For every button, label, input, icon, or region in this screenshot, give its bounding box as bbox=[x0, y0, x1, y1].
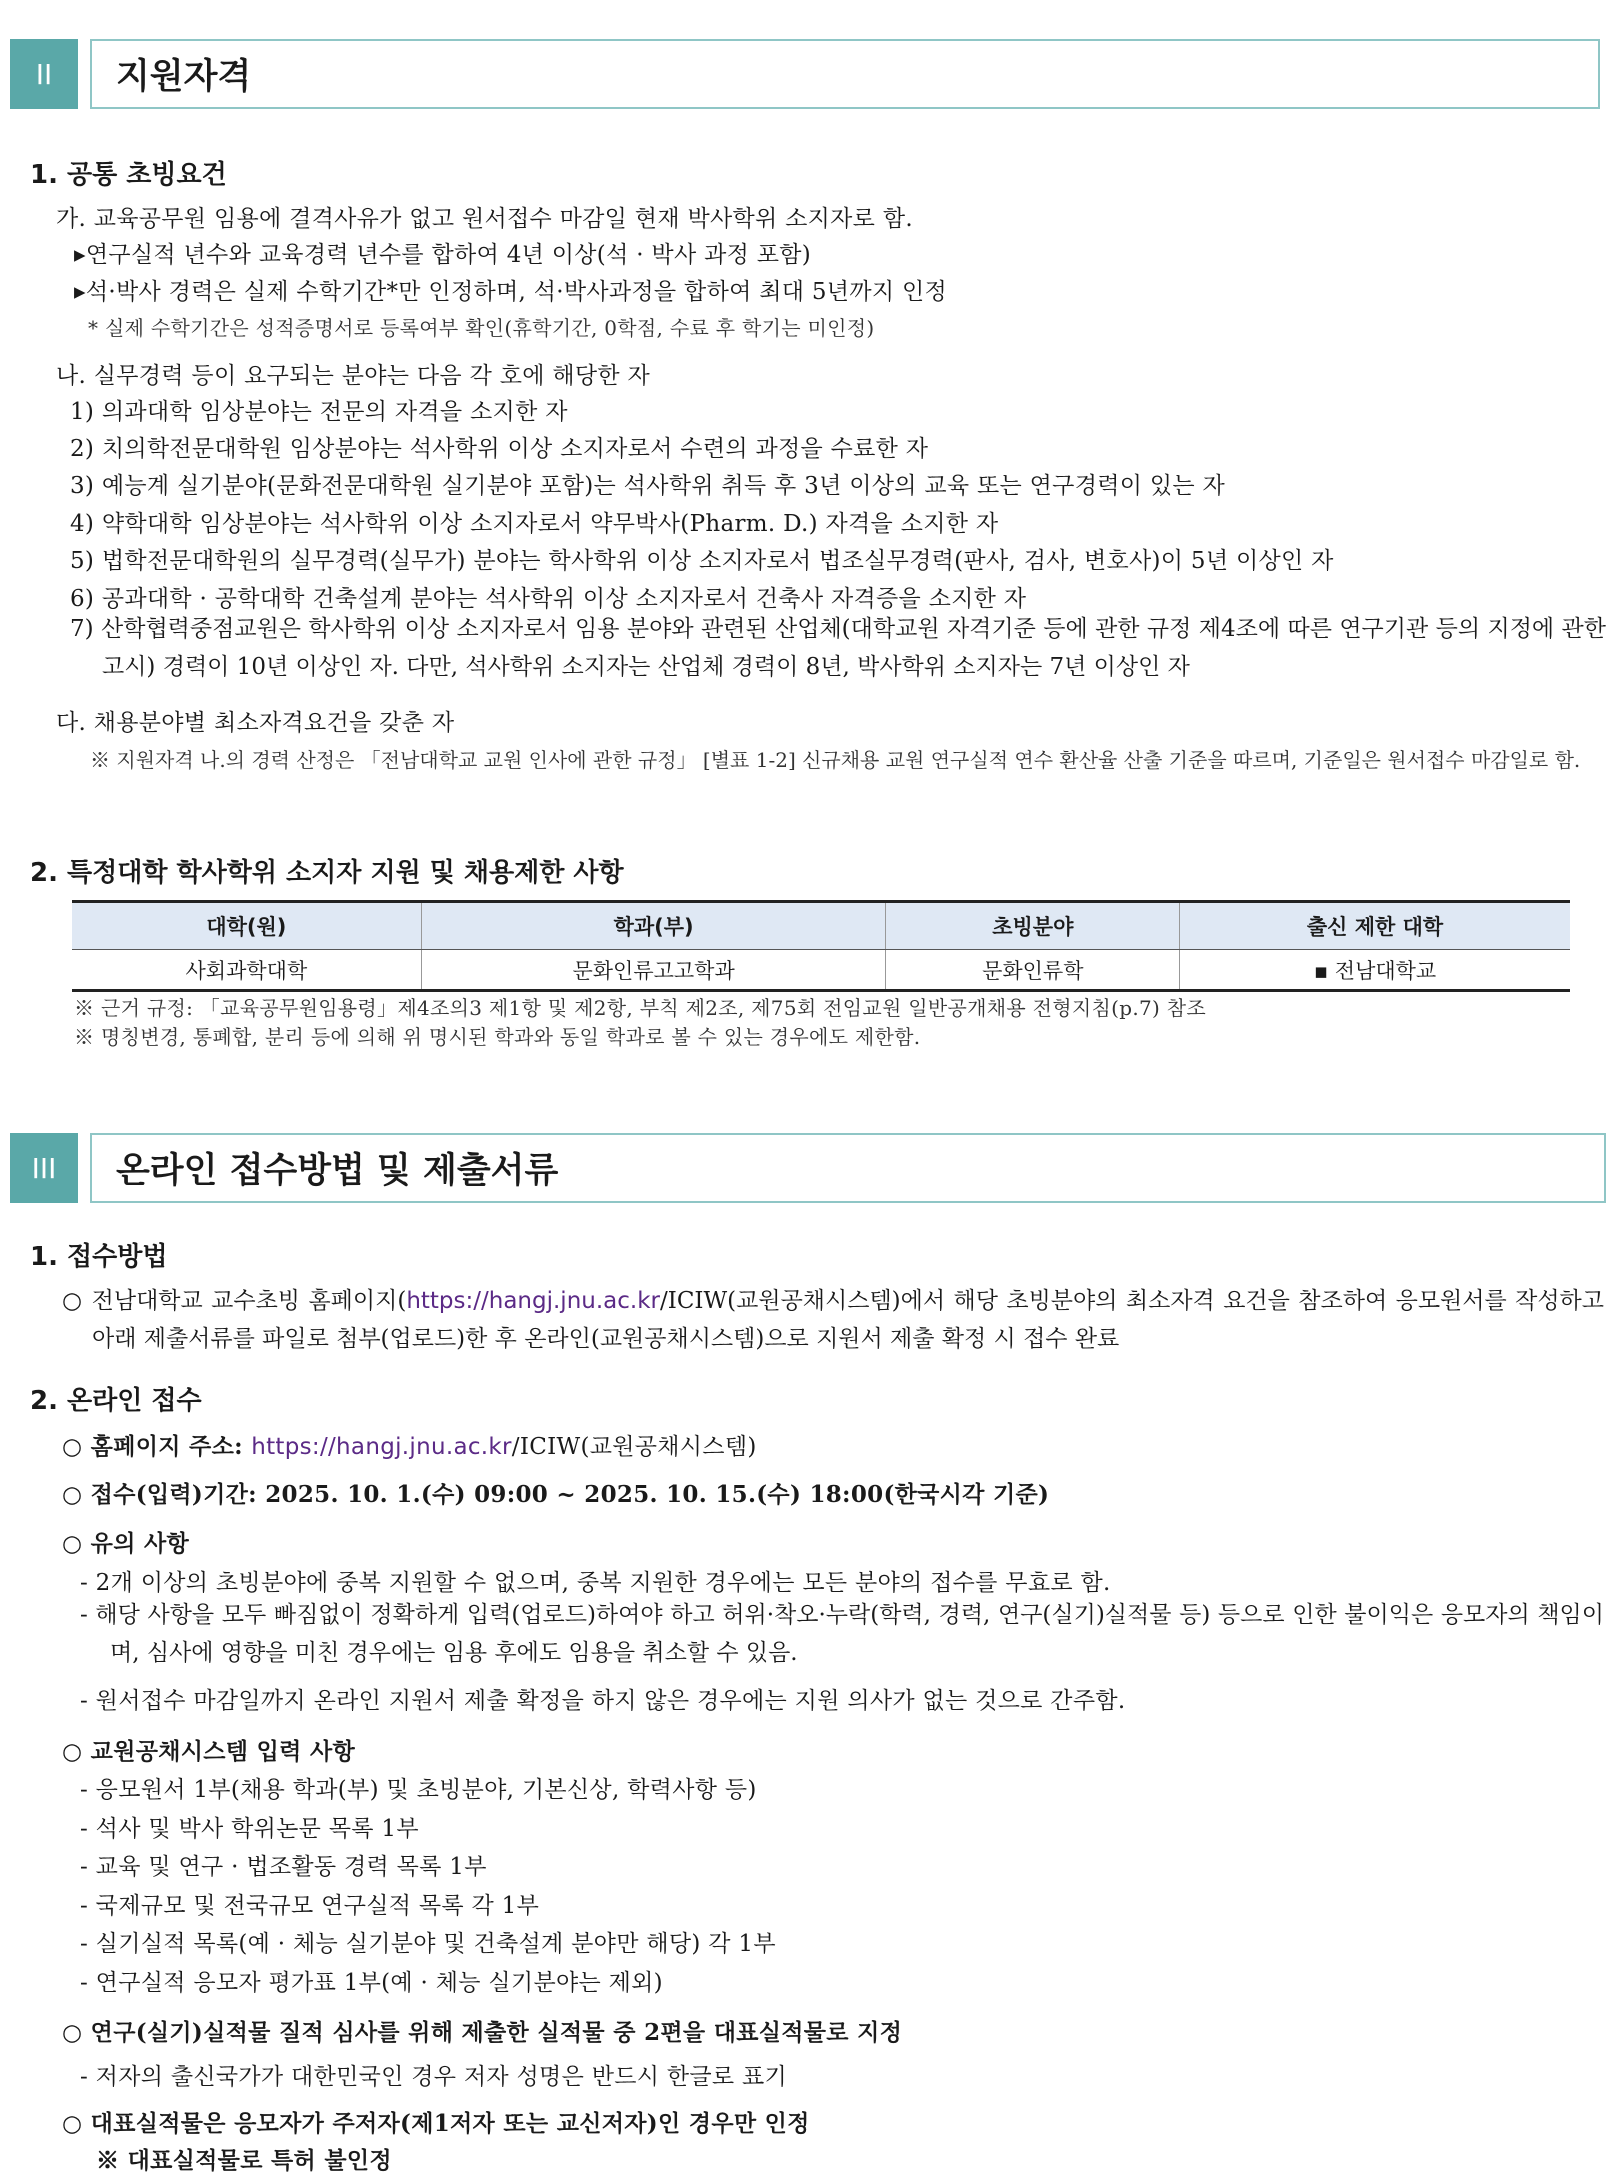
representative-heading-2: ○ 대표실적물은 응모자가 주저자(제1저자 또는 교신저자)인 경우만 인정 bbox=[62, 2110, 810, 2137]
input-item-4: - 국제규모 및 전국규모 연구실적 목록 각 1부 bbox=[80, 1893, 540, 1919]
heading-restrictions: 2. 특정대학 학사학위 소지자 지원 및 채용제한 사항 bbox=[30, 858, 624, 888]
req-na-3: 3) 예능계 실기분야(문화전문대학원 실기분야 포함)는 석사학위 취득 후 3년 이상의 교육 또는 연구경력이 있는 자 bbox=[70, 473, 1226, 499]
method-text-pre: ○ 전남대학교 교수초빙 홈페이지( bbox=[62, 1288, 407, 1314]
req-na-1: 1) 의과대학 임상분야는 전문의 자격을 소지한 자 bbox=[70, 399, 568, 425]
representative-note: ※ 대표실적물로 특허 불인정 bbox=[96, 2147, 392, 2174]
caution-3: - 원서접수 마감일까지 온라인 지원서 제출 확정을 하지 않은 경우에는 지원 의사가 없는 것으로 간주함. bbox=[80, 1688, 1126, 1714]
caution-2: - 해당 사항을 모두 빠짐없이 정확하게 입력(업로드)하여야 하고 허위·착오·누락(학력, 경력, 연구(실기)실적물 등) 등으로 인한 불이익은 응모자의 책임이며, 심사에 영향을 미친 경우에는 임용 후에도 임용을 취소할 수 있음. bbox=[80, 1602, 1604, 1666]
req-ga-note: * 실제 수학기간은 성적증명서로 등록여부 확인(휴학기간, 0학점, 수료 후 학기는 미인정) bbox=[88, 316, 875, 340]
table-cell: 문화인류고고학과 bbox=[421, 950, 886, 991]
period-line: ○ 접수(입력)기간: 2025. 10. 1.(수) 09:00 ~ 2025. 10. 15.(수) 18:00(한국시각 기준) bbox=[62, 1481, 1050, 1508]
req-na: 나. 실무경력 등이 요구되는 분야는 다음 각 호에 해당한 자 bbox=[56, 363, 651, 389]
input-item-1: - 응모원서 1부(채용 학과(부) 및 초빙분야, 기본신상, 학력사항 등) bbox=[80, 1777, 757, 1803]
heading-online: 2. 온라인 접수 bbox=[30, 1386, 202, 1416]
restriction-note-2: ※ 명칭변경, 통폐합, 분리 등에 의해 위 명시된 학과와 동일 학과로 볼 수 있는 경우에도 제한함. bbox=[74, 1025, 921, 1049]
caution-1: - 2개 이상의 초빙분야에 중복 지원할 수 없으며, 중복 지원한 경우에는 모든 분야의 접수를 무효로 함. bbox=[80, 1570, 1111, 1596]
table-cell: 사회과학대학 bbox=[72, 950, 421, 991]
input-item-6: - 연구실적 응모자 평가표 1부(예 · 체능 실기분야는 제외) bbox=[80, 1970, 663, 1996]
homepage-line bbox=[62, 1428, 757, 1461]
caution-heading: ○ 유의 사항 bbox=[62, 1530, 190, 1557]
req-ga: 가. 교육공무원 임용에 결격사유가 없고 원서접수 마감일 현재 박사학위 소지자로 함. bbox=[56, 206, 913, 232]
homepage-link[interactable]: https://hangj.jnu.ac.kr bbox=[406, 1288, 660, 1314]
representative-heading: ○ 연구(실기)실적물 질적 심사를 위해 제출한 실적물 중 2편을 대표실적물로 지정 bbox=[62, 2019, 903, 2046]
heading-method: 1. 접수방법 bbox=[30, 1242, 168, 1272]
restriction-note-1: ※ 근거 규정: 「교육공무원임용령」제4조의3 제1항 및 제2항, 부칙 제2조, 제75회 전임교원 일반공개채용 전형지침(p.7) 참조 bbox=[74, 996, 1207, 1020]
req-na-5: 5) 법학전문대학원의 실무경력(실무가) 분야는 학사학위 이상 소지자로서 법조실무경력(판사, 검사, 변호사)이 5년 이상인 자 bbox=[70, 548, 1334, 574]
input-item-2: - 석사 및 박사 학위논문 목록 1부 bbox=[80, 1816, 419, 1842]
input-heading: ○ 교원공채시스템 입력 사항 bbox=[62, 1738, 355, 1765]
section-title: 온라인 접수방법 및 제출서류 bbox=[90, 1133, 1606, 1203]
table-cell: ▪ 전남대학교 bbox=[1180, 950, 1570, 991]
section-title: 지원자격 bbox=[90, 39, 1600, 109]
table-row bbox=[72, 950, 1570, 991]
section-2-header bbox=[10, 39, 1588, 109]
restriction-table bbox=[72, 900, 1570, 992]
input-item-3: - 교육 및 연구 · 법조활동 경력 목록 1부 bbox=[80, 1854, 487, 1880]
req-da-note: ※ 지원자격 나.의 경력 산정은 「전남대학교 교원 인사에 관한 규정」 [별표 1-2] 신규채용 교원 연구실적 연수 환산율 산출 기준을 따르며, 기준일은 원서접수 마감일로 함. bbox=[90, 748, 1581, 772]
req-ga-bullet-2: ▸석·박사 경력은 실제 수학기간*만 인정하며, 석·박사과정을 합하여 최대 5년까지 인정 bbox=[74, 279, 948, 305]
table-header: 대학(원) bbox=[72, 902, 421, 950]
table-header: 출신 제한 대학 bbox=[1180, 902, 1570, 950]
section-3-header bbox=[10, 1133, 1594, 1203]
method-paragraph bbox=[62, 1282, 1604, 1358]
table-header: 초빙분야 bbox=[886, 902, 1180, 950]
section-number: II bbox=[10, 39, 78, 109]
req-na-2: 2) 치의학전문대학원 임상분야는 석사학위 이상 소지자로서 수련의 과정을 수료한 자 bbox=[70, 436, 929, 462]
representative-item-1: - 저자의 출신국가가 대한민국인 경우 저자 성명은 반드시 한글로 표기 bbox=[80, 2064, 788, 2090]
req-na-7: 7) 산학협력중점교원은 학사학위 이상 소지자로서 임용 분야와 관련된 산업체(대학교원 자격기준 등에 관한 규정 제4조에 따른 연구기관 등의 지정에 관한 고시) 경력이 10년 이상인 자. 다만, 석사학위 소지자는 산업체 경력이 8년, 박사학위 소지자는 7년 이상인 자 bbox=[70, 616, 1606, 680]
input-item-5: - 실기실적 목록(예 · 체능 실기분야 및 건축설계 분야만 해당) 각 1부 bbox=[80, 1931, 776, 1957]
homepage-post: /ICIW(교원공채시스템) bbox=[511, 1434, 757, 1460]
method-text-post: /ICIW(교원공채시스템)에서 해당 초빙분야의 최소자격 요건을 참조하여 응모원서를 작성하고 아래 제출서류를 파일로 첨부(업로드)한 후 온라인(교원공채시스템)으로 지원서 제출 확정 시 접수 완료 bbox=[92, 1288, 1604, 1352]
heading-common-requirements: 1. 공통 초빙요건 bbox=[30, 160, 227, 190]
req-na-6: 6) 공과대학 · 공학대학 건축설계 분야는 석사학위 이상 소지자로서 건축사 자격증을 소지한 자 bbox=[70, 586, 1027, 612]
req-da: 다. 채용분야별 최소자격요건을 갖춘 자 bbox=[56, 710, 455, 736]
table-cell: 문화인류학 bbox=[886, 950, 1180, 991]
req-na-4: 4) 약학대학 임상분야는 석사학위 이상 소지자로서 약무박사(Pharm. D.) 자격을 소지한 자 bbox=[70, 511, 999, 537]
homepage-link[interactable]: https://hangj.jnu.ac.kr bbox=[251, 1434, 512, 1460]
req-ga-bullet-1: ▸연구실적 년수와 교육경력 년수를 합하여 4년 이상(석 · 박사 과정 포함) bbox=[74, 242, 812, 268]
table-header: 학과(부) bbox=[421, 902, 886, 950]
homepage-label: ○ 홈페이지 주소: bbox=[62, 1433, 252, 1460]
table-header-row bbox=[72, 902, 1570, 950]
section-number: III bbox=[10, 1133, 78, 1203]
